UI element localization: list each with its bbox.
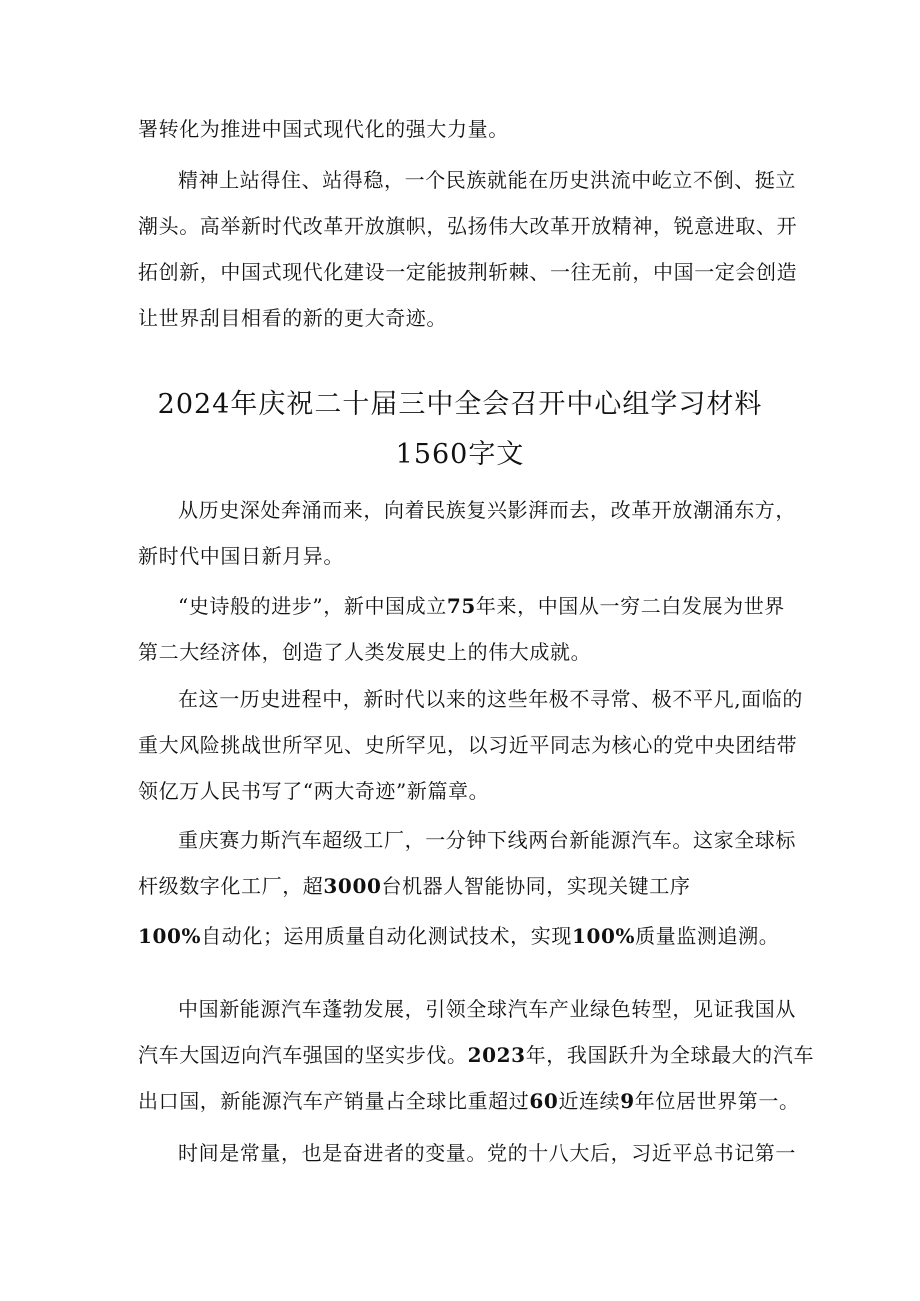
text-segment: 台机器人智能协同，实现关键工序: [381, 874, 691, 898]
text-segment: 年，我国跃升为全球最大的汽车: [525, 1043, 815, 1067]
paragraph-seres-factory: [138, 817, 796, 959]
number-2023: 2023: [467, 1043, 526, 1067]
section-title: [0, 380, 920, 480]
text-line: 第二大经济体，创造了人类发展史上的伟大成就。: [138, 640, 592, 664]
text-line: 拓创新，中国式现代化建设一定能披荆斩棘、一往无前，中国一定会创造: [138, 260, 798, 284]
text-line: [138, 1032, 815, 1078]
paragraph-epic-progress: [138, 583, 788, 675]
text-segment: 质量监测追溯。: [635, 924, 780, 948]
number-3000: 3000: [323, 874, 382, 898]
text-line: 领亿万人民书写了“两大奇迹”新篇章。: [138, 779, 490, 803]
number-9: 9: [620, 1089, 635, 1113]
text-segment: 汽车大国迈向汽车强国的坚实步伐。: [138, 1043, 468, 1067]
text-segment: 年来，中国从一穷二白发展为世界: [475, 594, 785, 618]
text-segment: 年位居世界第一。: [634, 1089, 800, 1113]
paragraph-history: [138, 487, 796, 579]
text-line: 时间是常量，也是奋进者的变量。党的十八大后，习近平总书记第一: [178, 1141, 796, 1165]
number-100-percent: 100%: [571, 924, 636, 948]
number-100-percent: 100%: [138, 924, 202, 948]
text-segment: 杆级数字化工厂，超: [138, 874, 324, 898]
paragraph-nev-industry: [138, 986, 815, 1124]
number-60: 60: [529, 1089, 559, 1113]
text-line: 精神上站得住、站得稳，一个民族就能在历史洪流中屹立不倒、挺立: [178, 168, 796, 192]
title-line-1: 2024年庆祝二十届三中全会召开中心组学习材料: [157, 389, 763, 420]
text-line: 中国新能源汽车蓬勃发展，引领全球汽车产业绿色转型，见证我国从: [178, 997, 796, 1021]
text-line: 新时代中国日新月异。: [138, 544, 344, 568]
text-segment: 自动化；运用质量自动化测试技术，实现: [201, 924, 572, 948]
text-segment: 出口国，新能源汽车产销量占全球比重超过: [138, 1089, 530, 1113]
text-line: [138, 913, 788, 959]
text-line: 在这一历史进程中，新时代以来的这些年极不寻常、极不平凡,面临的: [178, 687, 803, 711]
text-segment: “史诗般的进步”，新中国成立: [178, 594, 447, 618]
text-segment: 近连续: [558, 1089, 621, 1113]
number-75: 75: [446, 594, 476, 618]
text-line: 署转化为推进中国式现代化的强大力量。: [138, 117, 509, 141]
text-line: 从历史深处奔涌而来，向着民族复兴影湃而去，改革开放潮涌东方，: [178, 498, 796, 522]
text-line: 重庆赛力斯汽车超级工厂，一分钟下线两台新能源汽车。这家全球标: [178, 828, 796, 852]
title-line-2: 1560字文: [395, 439, 525, 470]
paragraph-historic-process: [138, 676, 803, 814]
paragraph-spirit: [138, 157, 798, 341]
text-line: 让世界刮目相看的新的更大奇迹。: [138, 306, 447, 330]
text-line: 潮头。高举新时代改革开放旗帜，弘扬伟大改革开放精神，锐意进取、开: [138, 214, 798, 238]
text-line: 重大风险挑战世所罕见、史所罕见，以习近平同志为核心的党中央团结带: [138, 733, 798, 757]
text-line: [138, 1078, 800, 1124]
text-line: [138, 583, 788, 629]
text-line: [138, 863, 788, 909]
paragraph-time: [138, 1130, 796, 1176]
paragraph-continuation: [138, 106, 788, 152]
